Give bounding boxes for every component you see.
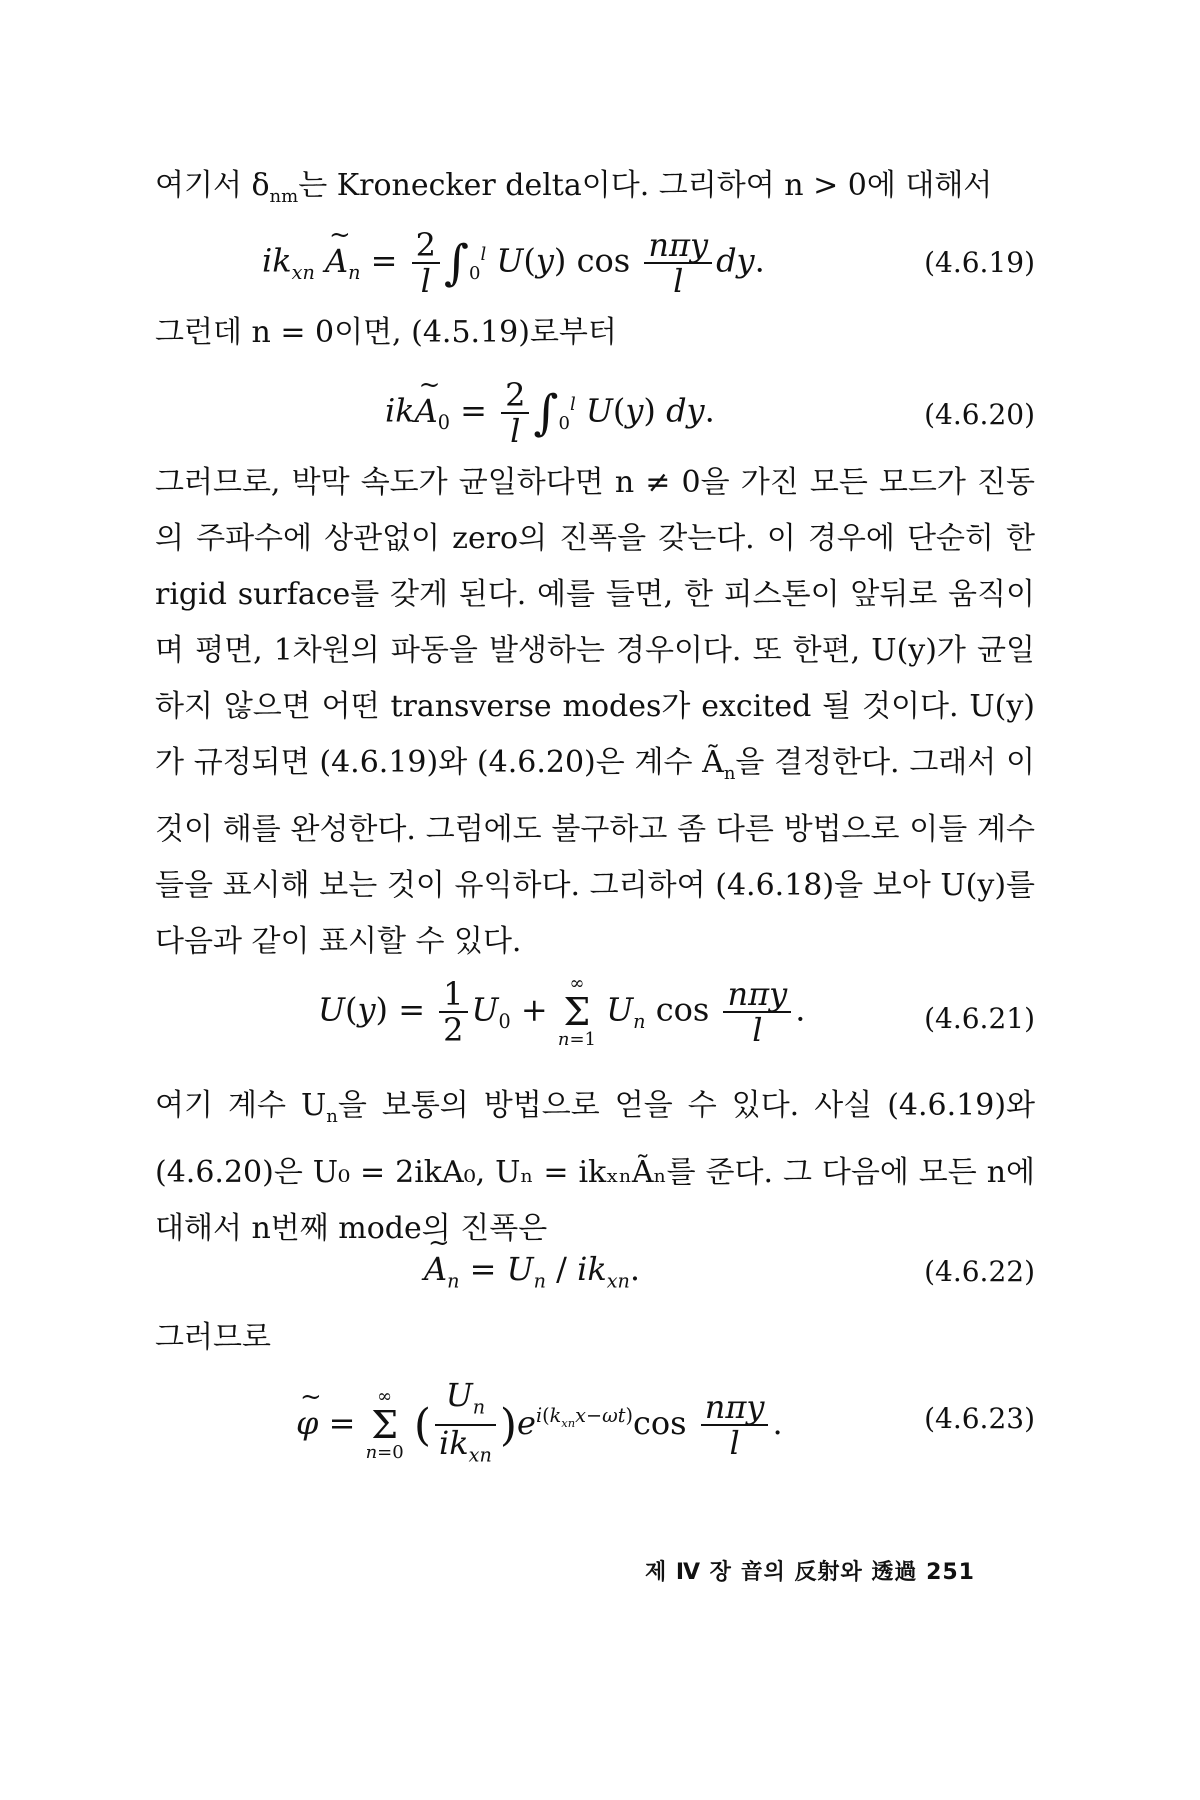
paragraph-1 xyxy=(155,158,1035,225)
paragraph-5 xyxy=(155,1310,1035,1366)
equation-number: (4.6.19) xyxy=(924,246,1035,279)
paragraph-3 xyxy=(155,455,1035,970)
paragraph-4 xyxy=(155,1078,1035,1257)
equation-4-6-23: ~ φ = ∞ Σ n=0 ( $\frac{U_n}{ik_{xn}}$ )$e^{i(k_{xn}x-\omega t)}\cos$ $\frac{\text{nπy}}{l}$ . xyxy=(296,1378,783,1473)
text-segment: 그러므로 xyxy=(155,1320,271,1355)
paragraph-2 xyxy=(155,305,1035,361)
text-segment: 그런데 n = 0이면, (4.5.19)로부터 xyxy=(155,315,617,350)
equation-4-6-21: U(y) = $\frac{1}{2}$ $U_0$ + ∞ Σ n=1 $U_n$ cos $\frac{\text{nπy}}{l}$ . xyxy=(318,973,806,1050)
text-subscript: n xyxy=(326,1106,338,1127)
text-segment: 여기서 δ xyxy=(155,168,270,203)
equation-number: (4.6.20) xyxy=(924,398,1035,431)
equation-number: (4.6.22) xyxy=(924,1255,1035,1288)
text-subscript: nm xyxy=(269,186,299,207)
equation-4-6-19: $ik_{xn}$ ~ $A_n$ = $\frac{2}{l}$ $\int_0^l$ U(y) cos $\frac{\text{nπy}}{l}$ dy. xyxy=(262,228,765,298)
text-segment: 여기 계수 U xyxy=(155,1088,327,1123)
equation-number: (4.6.21) xyxy=(924,1002,1035,1035)
page-footer: 제 Ⅳ 장 音의 反射와 透過 251 xyxy=(644,1560,975,1585)
equation-4-6-20: ik~ $A_0$ = $\frac{2}{l}$ $\int_0^l$ U(y) dy. xyxy=(385,378,715,448)
text-segment: 을 보통의 방법으로 얻을 수 있다. 사실 (4.6.19)와 (4.6.20)은 U₀ = 2ikA₀, Uₙ = ikₓₙÃₙ를 준다. 그 다음에 모든 n에 대해서 n번째 mode의 진폭은 xyxy=(155,1088,1036,1246)
text-segment: 는 Kronecker delta이다. 그리하여 n > 0에 대해서 xyxy=(298,168,993,203)
equation-4-6-22: ~ $A_n = U_n / ik_{xn}$. xyxy=(424,1250,640,1292)
text-segment: 그러므로, 박막 속도가 균일하다면 n ≠ 0을 가진 모든 모드가 진동의 주파수에 상관없이 zero의 진폭을 갖는다. 이 경우에 단순히 한 rigid surface를 갖게 된다. 예를 들면, 한 피스톤이 앞뒤로 움직이며 평면, 1차원의 파동을 발생하는 경우이다. 또 한편, U(y)가 균일하지 않으면 어떤 transverse modes가 excited 될 것이다. U(y)가 규정되면 (4.6.19)와 (4.6.20)은 계수 Ã xyxy=(155,465,1035,780)
text-subscript: n xyxy=(723,763,736,784)
text-segment: 을 결정한다. 그래서 이것이 해를 완성한다. 그럼에도 불구하고 좀 다른 방법으로 이들 계수들을 표시해 보는 것이 유익하다. 그리하여 (4.6.18)을 보아 U(y)를 다음과 같이 표시할 수 있다. xyxy=(155,745,1035,959)
equation-number: (4.6.23) xyxy=(924,1402,1035,1435)
